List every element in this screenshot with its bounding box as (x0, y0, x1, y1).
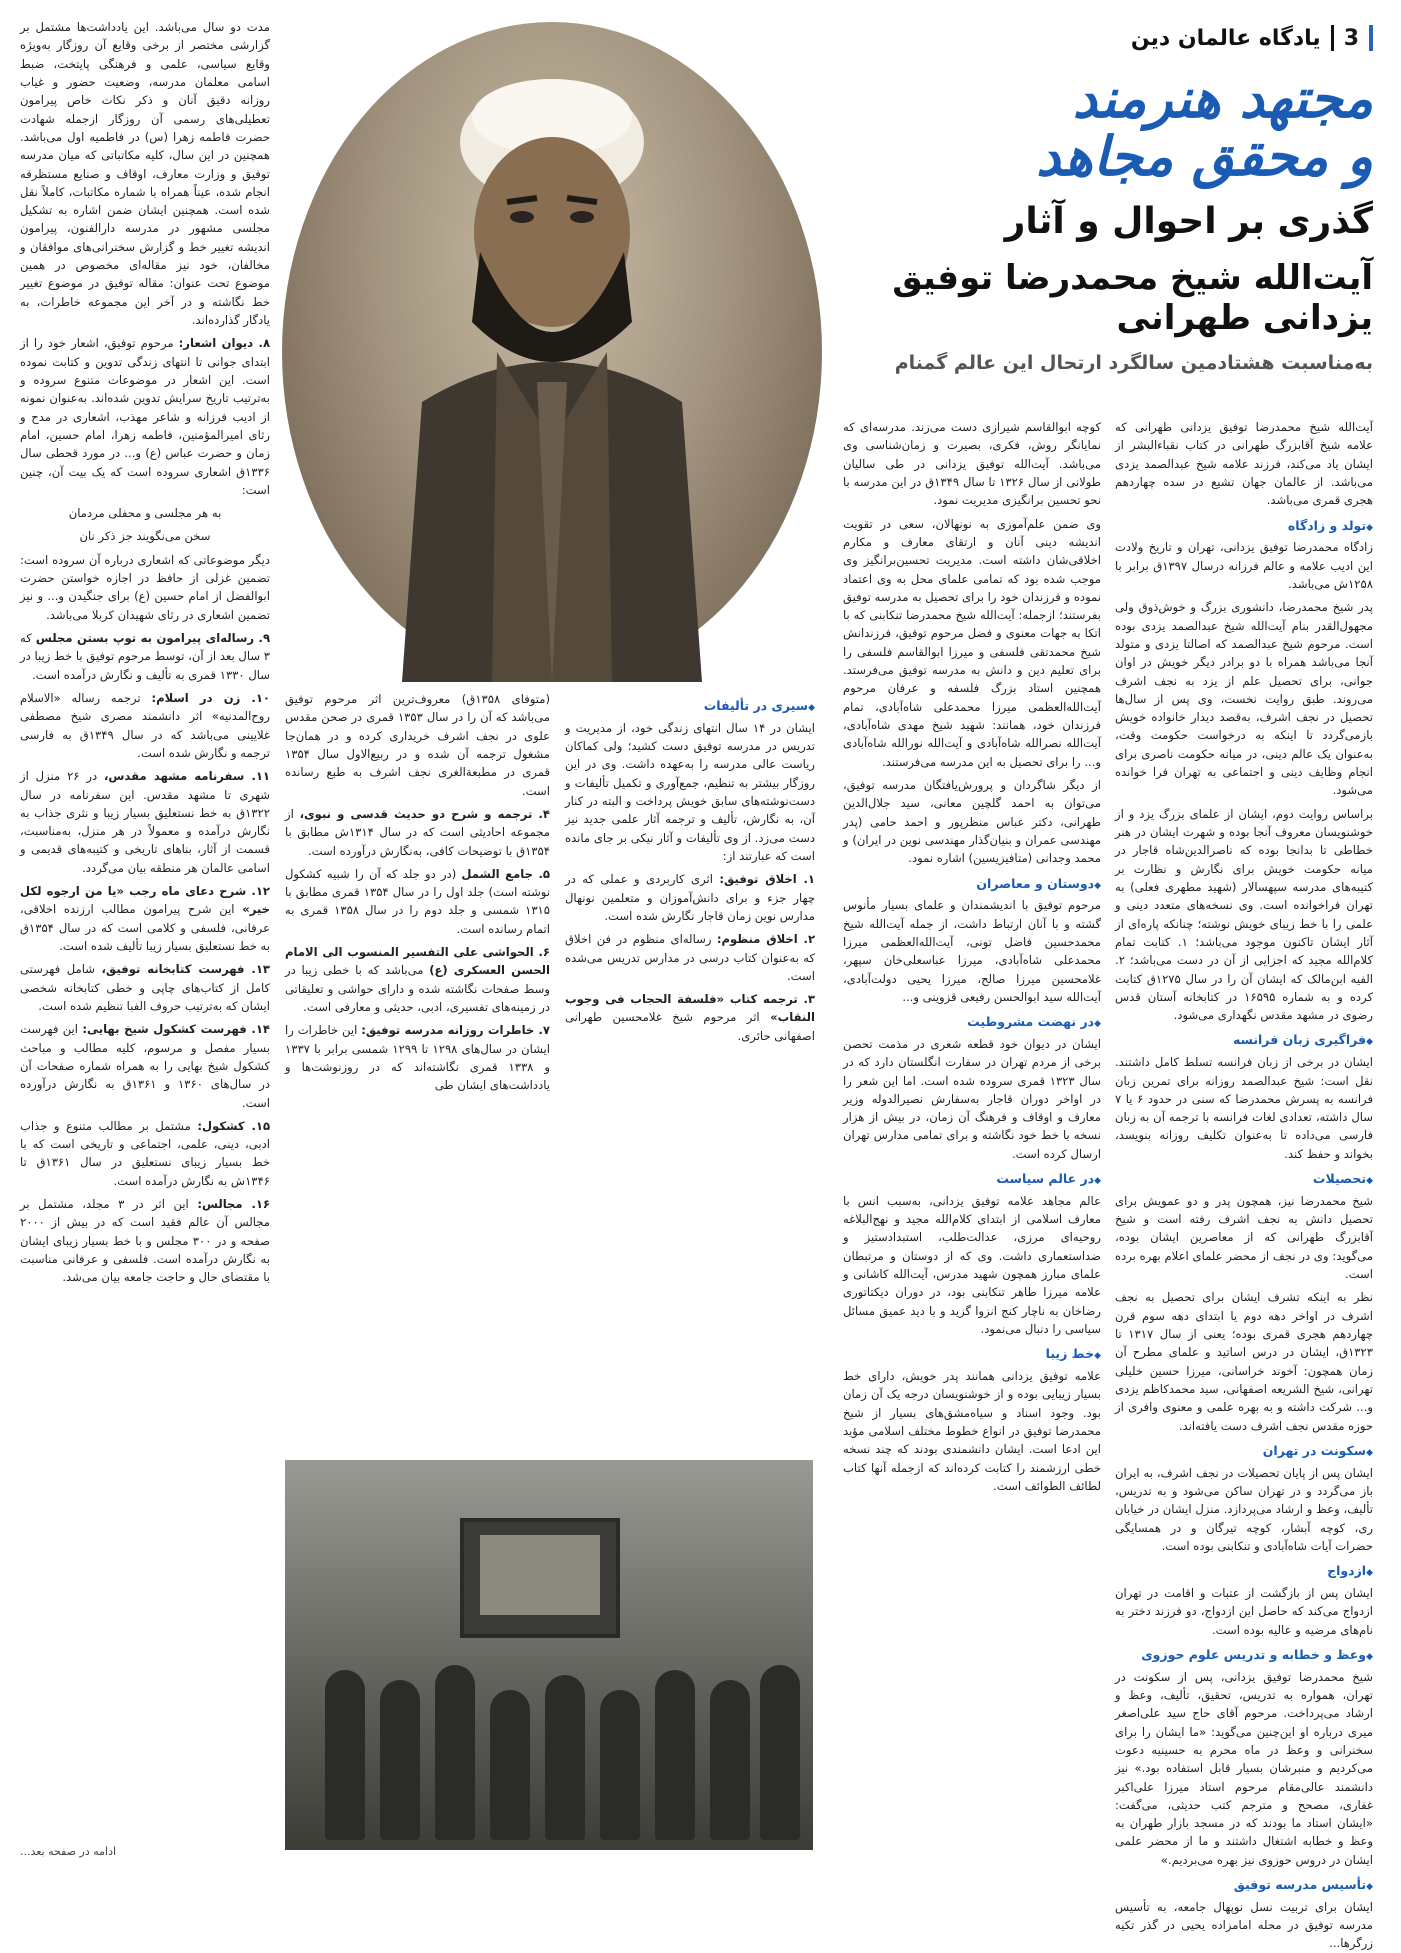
work-5-text: (در دو جلد که آن را شبیه کشکول نوشته است) جلد اول را در سال ۱۳۵۴ قمری مطابق با ۱۳۱۵ شمسی و جلد دوم را در سال ۱۳۵۸ قمری به اتمام رسانده است. (285, 866, 551, 936)
photo-school-plaque (480, 1535, 600, 1615)
work-16-text: این اثر در ۳ مجلد، مشتمل بر مجالس آن عالم فقید است که در بیش از ۲۰۰۰ صفحه و در ۳۰۰ مجلس و با خط بسیار زیبای ایشان به نگارش درآمده است. فلسفی و عرفانی مناسبت با مقتضای حال و حاجت جامعه بیان می‌شد. (20, 1197, 271, 1285)
work-8-text: مرحوم توفیق، اشعار خود را از ابتدای جوانی تا انتهای زندگی تدوین و کتابت نموده است. این اشعار در موضوعات متنوع سروده و به‌ترتیب تاریخ سرایش تدوین شده‌اند. به‌عنوان نمونه از ادیب فرزانه و شاعر مهذب، اشعاری در مدح و رثای امیرالمؤمنین، فاطمه زهرا، امام حسین، امام زمان و حضرت عباس (ع) و... در مورد قحطی سال ۱۳۳۶ق اشعاری سروده است که یک بیت آن، چنین است: (20, 336, 270, 497)
article-column-2 (843, 418, 1101, 1848)
paragraph-works-intro: ایشان در ۱۴ سال انتهای زندگی خود، از مدیریت و تدریس در مدرسه توفیق دست کشید؛ ولی کماکان ریاست عالی مدرسه را به‌عهده داشت. وی در این روزگار بیشتر به تنظیم، جمع‌آوری و تکمیل تألیفات و دست‌نوشته‌های سابق خویش پرداخت و البته در کنار آن، به نگارش، تألیف و ترجمه آثار علمی جدید نیز دست می‌زد. از وی تألیفات و آثار نیکی بر جای مانده است که عبارتند از: (565, 720, 815, 863)
work-item-6 (285, 943, 550, 1016)
subheading-friends: ◆ دوستان و معاصران (843, 874, 1101, 894)
subheading-french: ◆ فراگیری زبان فرانسه (1115, 1030, 1373, 1050)
work-item-15 (20, 1117, 270, 1190)
header-separator (1331, 25, 1334, 51)
work-6-text: می‌باشد که با خطی زیبا در وسط صفحات نگاشته شده و دارای حواشی و تعلیقاتی در زمینه‌های تفسیری، ادبی، حدیثی و معارفی است. (285, 963, 550, 1014)
headline-line-1: مجتهد هنرمند (1072, 67, 1373, 130)
paragraph-school-students: وی ضمن علم‌آموزی به نونهالان، سعی در تقویت اندیشه دینی آنان و ارتقای معارف و مکارم اخلاقی‌شان داشته است. مدیریت تحسین‌برانگیز وی موجب شده بود که تمامی علمای محل به وی اعتماد نموده و فرزندان خود را برای تحصیل به مدرسه توفیق بفرستند؛ ازجمله: آیت‌الله شیخ محمدرضا تنکابنی که با اتکا به جهات معنوی و فضل مرحوم توفیق، فرزندانش شیخ محمدتقی فلسفی و میرزا ابوالقاسم فلسفی را برای تعلیم دین و دانش به مدرسه توفیق می‌فرستد. همچنین استاد بزرگ فلسفه و عرفان مرحوم آیت‌الله‌العظمی میرزا محمدعلی شاه‌آبادی، تمام فرزندان خود، همانند: شهید شیخ مهدی شاه‌آبادی، آیت‌الله نصرالله شاه‌آبادی و آیت‌الله نورالله شاه‌آبادی و... را برای تحصیل به این مدرسه می‌فرستند. (843, 516, 1101, 769)
work-10-title: ۱۰. زن در اسلام: (151, 690, 270, 705)
subheading-teaching: ◆ وعظ و خطابه و تدریس علوم حوزوی (1115, 1645, 1373, 1665)
work-3-title: ۳. ترجمه کتاب «فلسفة الحجاب فی وجوب النقاب» (565, 992, 815, 1025)
photo-person (710, 1680, 750, 1840)
paragraph-father-2: براساس روایت دوم، ایشان از علمای بزرگ یزد و از خوشنویسان معروف آنجا بوده و شهرت ایشان در هنر خطاطی تا بدانجا بوده که ناصرالدین‌شاه قاجار در میانه حکومت خویش برای نگارش و نظارت بر کتیبه‌های مدرسه سپهسالار (شهید مطهری فعلی) به تهران فراخوانده است. وی نسخه‌های متعدد دینی و علمی را با خط زیبای خویش نوشته؛ چنانکه پاره‌ای از آثار ایشان تاکنون موجود می‌باشد؛ ۱. کتابت تمام کلام‌الله مجید که اجزایی از آن در دست می‌باشد؛ ۲. الفیه ابن‌مالک که ایشان آن را در سال ۱۲۷۵ق کتابت کرده و به شماره ۱۶۵۹۵ در کتابخانه آستان قدس رضوی در مشهد مقدس نگهداری می‌شود. (1115, 806, 1374, 1023)
subheading-education: ◆ تحصیلات (1115, 1169, 1373, 1189)
subheading-calligraphy: ◆ خط زیبا (843, 1344, 1101, 1364)
work-item-8 (20, 334, 270, 499)
photo-person (600, 1690, 640, 1840)
paragraph-poems: دیگر موضوعاتی که اشعاری درباره آن سروده است: تضمین غزلی از حافظ در اجازه خواستن حضرت ابوالفضل از امام حسین (ع) برای جنگیدن و... و نیز تضمین اشعاری در رثای شهیدان کربلا می‌باشد. (20, 552, 270, 622)
work-item-14 (20, 1020, 270, 1112)
paragraph-education-2: نظر به اینکه تشرف ایشان برای تحصیل به نجف اشرف در اواخر دهه دوم یا ابتدای دهه سوم قرن چهاردهم هجری قمری بوده؛ یعنی از سال ۱۳۱۷ تا ۱۳۲۳ق، ایشان در درس اساتید و علمای مطرح آن زمان همچون: آخوند خراسانی، میرزا حسین خلیلی تهرانی، شیخ الشریعه اصفهانی، سید محمدکاظم یزدی و... شرکت داشته و به بهره علمی و معنوی وافری از حوزه مقدس نجف اشرف دست یافته‌اند. (1115, 1290, 1373, 1433)
paragraph-education: شیخ محمدرضا نیز، همچون پدر و دو عمویش برای تحصیل دانش به نجف اشرف رفته است و شیخ آقابزرگ طهرانی که از معاصرین ایشان بوده، می‌گوید: وی در نجف از محضر علمای اعلام بهره برده است. (1115, 1193, 1373, 1282)
subheading-residence: ◆ سکونت در تهران (1115, 1441, 1373, 1461)
subheading-politics: ◆ در عالم سیاست (843, 1169, 1101, 1189)
paragraph-school-cont: کوچه ابوالقاسم شیرازی دست می‌زند. مدرسه‌ای که نمایانگر روش، فکری، بصیرت و زمان‌شناسی وی می‌باشد. آیت‌الله توفیق یزدانی در طی سالیان طولانی از سال ۱۳۲۶ تا سال ۱۳۴۹ق در این مدرسه با نحو تحسین برانگیزی مدیریت نمود. (843, 420, 1101, 508)
work-4-text: از مجموعه احادیثی است که در سال ۱۳۱۴ش مطابق با ۱۳۵۴ق با توضیحات کافی، به‌نگارش درآورده است. (285, 806, 551, 858)
scholar-portrait (282, 22, 822, 682)
portrait-figure (282, 22, 822, 682)
work-item-4 (285, 805, 550, 860)
photo-person (325, 1670, 365, 1840)
work-6-title: ۶. الحواشی علی التفسیر المنسوب الی الامام الحسن العسکری (ع) (285, 945, 550, 978)
scholar-name: آیت‌الله شیخ محمدرضا توفیق یزدانی طهرانی (892, 257, 1373, 338)
work-8-title: ۸. دیوان اشعار: (178, 336, 271, 351)
work-3-text: اثر مرحوم شیخ غلامحسین طهرانی اصفهانی حائری. (565, 1010, 815, 1043)
work-11-text: در ۲۶ منزل از شهری تا مشهد مقدس. این سفرنامه در سال ۱۳۲۲ق به خط نستعلیق بسیار زیبا و نثری جذاب به نگارش درآمده و معمولاً در هر منزل، به‌مناسبت، قسمت از آثار، بناهای تاریخی و کتیبه‌های قدیمی و اسامی عالمان هر منطقه بیان می‌گردد. (20, 769, 270, 875)
photo-person (760, 1665, 800, 1840)
work-2-text: رساله‌ای منظوم در فن اخلاق که به‌عنوان کتاب درسی در مدارس تدریس می‌شده است. (565, 932, 815, 983)
paragraph-calligraphy: علامه توفیق یزدانی همانند پدر خویش، دارای خط بسیار زیبایی بوده و از خوشنویسان درجه یک آن زمان بود. وجود اسناد و سیاه‌مشق‌های بسیار از شیخ محمدرضا توفیق در انواع خطوط مختلف اسلامی مؤید این ادعا است. ایشان دانشمندی بودند که چند نسخه خطی ارزشمند را کتابت کرده‌اند که ازجمله آنها کتاب لطائف الطوائف است. (843, 1369, 1101, 1493)
intro-paragraph: آیت‌الله شیخ محمدرضا توفیق یزدانی طهرانی که علامه شیخ آقابزرگ طهرانی در کتاب نقباءالبشر از ایشان یاد می‌کند، فرزند علامه شیخ عبدالصمد یزدی می‌باشد. از عالمان جهان تشیع در سده چهاردهم هجری قمری می‌باشد. (1115, 420, 1373, 508)
paragraph-constitution: ایشان در دیوان خود قطعه شعری در مذمت تحصن برخی از مردم تهران در سفارت انگلستان دارد که در سال ۱۳۲۳ قمری سروده شده است. اما این شعر را در اواخر دوران قاجار به‌سفارش نصیرالدوله وزیر معارف و اوقاف و فرهنگ آن زمان، در بیش از هزار نسخه با خط خود نگاشته و برای تمامی مدارس تهران ارسال کرده است. (843, 1036, 1101, 1161)
work-7-title: ۷. خاطرات روزانه مدرسه توفیق: (361, 1023, 550, 1038)
photo-person (545, 1675, 585, 1840)
work-2-title: ۲. اخلاق منظوم: (716, 932, 816, 947)
continued-note: ادامه در صفحه بعد... (20, 1845, 117, 1858)
subheading-marriage: ◆ ازدواج (1115, 1561, 1373, 1581)
work-9-title: ۹. رساله‌ای پیرامون به توپ بستن مجلس (35, 631, 271, 645)
work-7-text: این خاطرات را ایشان در سال‌های ۱۲۹۸ تا ۱۲۹۹ شمسی برابر با ۱۳۳۷ و ۱۳۳۸ قمری نگاشته‌اند که در روزنوشت‌ها و یادداشت‌های ایشان طی (285, 1023, 550, 1093)
historical-group-photo (285, 1460, 813, 1850)
work-14-text: این فهرست بسیار مفصل و مرسوم، کلیه مطالب و مباحث کشکول شیخ بهایی را به همراه شماره صفحات آن در سال‌های ۱۳۶۰ و ۱۳۶۱ق به نگارش درآورده است. (20, 1022, 270, 1110)
subheading-birth: ◆ تولد و زادگاه (1115, 516, 1373, 536)
work-12-title: ۱۲. شرح دعای ماه رجب «یا من ارجوه لکل خیر» (20, 884, 270, 917)
subheading-constitution: ◆ در نهضت مشروطیت (843, 1012, 1101, 1032)
work-item-9 (20, 629, 270, 684)
paragraph-school: ایشان برای تربیت نسل نوپهال جامعه، به تأسیس مدرسه توفیق در محله امامزاده یحیی در گذر تکیه زرگرها... (1115, 1899, 1373, 1951)
work-14-title: ۱۴. فهرست کشکول شیخ بهایی: (82, 1022, 270, 1037)
paragraph-marriage: ایشان پس از بازگشت از عتبات و اقامت در تهران ازدواج می‌کند که حاصل این ازدواج، دو فرزند دختر به نام‌های مرضیه و عالیه بوده است. (1115, 1585, 1373, 1637)
paragraph-father: پدر شیخ محمدرضا، دانشوری بزرگ و خوش‌ذوق ولی مجهول‌القدر بنام آیت‌الله شیخ عبدالصمد یزدی بوده است. مرحوم شیخ عبدالصمد که اصالتا یزدی و متولد آنجا می‌باشد همراه با دو برادر دیگر خویش در اوان جوانی، برای تحصیل علم از یزد به نجف اشرف می‌روند. طبق روایت نخست، وی پس از سال‌ها تحصیل در نجف اشرف، به‌قصد دیدار خانواده خویش بازمی‌گردد تا اینکه به درخواست حکومت وقت، به‌عنوان یک عالم دینی، در میانه حکومت ناصری برای انجام وظایف دینی و اجتماعی به تهران فرا خوانده می‌شود. (1115, 600, 1373, 798)
work-13-text: شامل فهرستی کامل از کتاب‌های چاپی و خطی کتابخانه شخصی ایشان که به‌ترتیب حروف الفبا تنظیم شده است. (20, 962, 270, 1013)
page-header (853, 18, 1373, 58)
subheading-school: ◆ تأسیس مدرسه توفیق (1115, 1875, 1373, 1895)
section-title: یادگاه عالمان دین (1130, 25, 1321, 51)
work-item-5 (285, 865, 550, 938)
paragraph-friends: مرحوم توفیق با اندیشمندان و علمای بسیار مأنوس گشته و با آنان ارتباط داشت، از جمله آیت‌الله شیخ محمدحسین فاضل تونی، آیت‌الله‌العظمی میرزا محمدعلی شاه‌آبادی، میرزا عباسعلی‌خان سپهر، غلامحسین میرزا صالح، میرزا یحیی دولت‌آبادی، آیت‌الله سید ابوالحسن رفیعی قزوینی و... (843, 898, 1101, 1004)
subheading-works: ◆ سیری در تألیفات (565, 696, 815, 716)
work-15-title: ۱۵. کشکول: (197, 1118, 271, 1133)
headline-block (813, 67, 1373, 374)
work-10-text: ترجمه رساله «الاسلام روح‌المدنیه» اثر دانشمند مصری شیخ مصطفی غلایینی می‌باشد که در سال ۱۳۴۹ق به فارسی ترجمه و نگارش شده است. (20, 690, 270, 760)
poem-verse-1: به هر مجلسی و محفلی مردمان (68, 506, 222, 521)
paragraph-diary: مدت دو سال می‌باشد. این یادداشت‌ها مشتمل بر گزارشی مختصر از برخی وقایع آن روزگار به‌ویژه وقایع سیاسی، علمی و فرهنگی پایتخت، ضبط اسامی معلمان مدرسه، وضعیت حضور و غیاب روزانه دقیق آنان و ذکر نکات خاص پیرامون تعطیلی‌های رسمی آن روزگار ازجمله شهادت حضرت فاطمه زهرا (س) در فاطمیه اول می‌باشد. همچنین در این سال، کلیه مکاتباتی که میان مدرسه توفیق و وزارت معارف، اوقاف و صنایع مستظرفه انجام شده، عیناً همراه با شماره مکاتبات، کاملاً نقل شده است. همچنین ایشان ضمن اشاره به تشکیل مجلسی مشهور در مدرسه دارالفنون، پیرامون اندیشه تغییر خط و گزارش سخنرانی‌های موافقان و مخالفان، خود نیز مقاله‌ای مخصوص در همین موضوع تحت عنوان: مقاله توفیق در موضوع تغییر خط نگاشته و در آخر این مجموعه خاطرات، به یادگار گذارده‌اند. (20, 20, 270, 327)
work-item-2 (565, 930, 815, 985)
paragraph-hijab-translation: (متوفای ۱۳۵۸ق) معروف‌ترین اثر مرحوم توفیق می‌باشد که آن را در سال ۱۳۵۳ قمری در صحن مقدس علوی در نجف اشرف خریداری کرده و در همان‌جا مشغول ترجمه آن شده و در ربیع‌الاول سال ۱۳۵۴ قمری در مطبعةالغری نجف اشرف به طبع رسانده است. (285, 692, 550, 798)
work-item-13 (20, 960, 270, 1015)
page-number: 3 (1343, 25, 1359, 51)
header-accent-bar (1369, 25, 1373, 51)
work-11-title: ۱۱. سفرنامه مشهد مقدس، (104, 769, 271, 784)
work-16-title: ۱۶. مجالس: (197, 1197, 271, 1212)
paragraph-french: ایشان در برخی از زبان فرانسه تسلط کامل داشتند. نقل است: شیخ عبدالصمد روزانه برای تمرین زبان فرانسه به پسرش محمدرضا که سنی در حدود ۶ یا ۷ سال داشته، تعدادی لغات فرانسه با ترجمه آن به زبان فارسی می‌داده تا به‌عنوان تکلیف روزانه بنویسد، بخواند و حفظ کند. (1115, 1055, 1373, 1161)
work-item-16 (20, 1195, 270, 1287)
paragraph-teaching: شیخ محمدرضا توفیق یزدانی، پس از سکونت در تهران، همواره به تدریس، تحقیق، تألیف، وعظ و ارشاد می‌پرداخت. مرحوم آقای حاج سید علی‌اصغر میری درباره او این‌چنین می‌گوید: «ما ایشان را برای سخنرانی و وعظ در ماه محرم به حسینیه دعوت می‌کردیم و منبرشان بسیار قابل استفاده بود.» نیز دانشمند عالی‌مقام مرحوم استاد میرزا علی‌اکبر غفاری، مصحح و مترجم کتب حدیثی، می‌گفت: «ایشان استاد ما بودند که در مسجد بازار طهران به وعظ و خطابه اشتغال داشتند و ما از محضر علمی ایشان در دروس حوزوی نیز بهره می‌بردیم.» (1115, 1669, 1373, 1867)
subheadline: گذری بر احوال و آثار (1004, 200, 1373, 242)
poem-verse-2: سخن می‌نگویند جز ذکر نان (79, 529, 211, 544)
work-item-1 (565, 870, 815, 925)
work-15-text: مشتمل بر مطالب متنوع و جذاب ادبی، دینی، علمی، اجتماعی و تاریخی است که با خط بسیار زیبای نستعلیق در سال ۱۳۶۱ق تا ۱۳۴۶ش به نگارش درآمده است. (20, 1118, 270, 1188)
photo-person (435, 1665, 475, 1840)
work-12-text: این شرح پیرامون مطالب ارزنده اخلاقی، عرفانی، فلسفی و کلامی است که در سال ۱۳۵۴ق به خط نستعلیق بسیار زیبا تألیف شده است. (20, 902, 270, 953)
work-13-title: ۱۳. فهرست کتابخانه توفیق، (101, 962, 270, 977)
work-1-text: اثری کاربردی و عملی که در چهار جزء و برای دانش‌آموزان و متعلمین نونهال مدارس نوین زمان قاجار نگارش شده است. (565, 872, 815, 923)
paragraph-birth: زادگاه محمدرضا توفیق یزدانی، تهران و تاریخ ولادت این ادیب علامه و عالم فرزانه درسال ۱۳۹۷ق برابر با ۱۲۵۸ش می‌باشد. (1115, 540, 1373, 591)
work-item-11 (20, 767, 270, 877)
photo-person (380, 1680, 420, 1840)
photo-person (655, 1670, 695, 1840)
article-column-works (565, 690, 815, 1250)
work-item-10 (20, 689, 270, 762)
work-9-text: که ۳ سال بعد از آن، توسط مرحوم توفیق با خط زیبا در سال ۱۳۳۰ قمری به تألیف و نگارش درآمده است. (20, 631, 270, 682)
article-column-left (20, 18, 270, 1858)
work-5-title: ۵. جامع الشمل (461, 866, 550, 881)
work-item-12 (20, 882, 270, 955)
headline-line-2: و محقق مجاهد (1036, 125, 1373, 189)
occasion-line: به‌مناسبت هشتادمین سالگرد ارتحال این عالم گمنام (894, 351, 1373, 374)
work-item-7 (285, 1021, 550, 1094)
work-1-title: ۱. اخلاق توفیق: (719, 872, 815, 887)
work-4-title: ۴. ترجمه و شرح دو حدیث قدسی و نبوی، (299, 806, 550, 821)
article-column-works-2 (285, 690, 550, 1250)
paragraph-residence: ایشان پس از پایان تحصیلات در نجف اشرف، به ایران باز می‌گردد و در تهران ساکن می‌شود و به تدریس، تألیف، وعظ و ارشاد می‌پردازد. منزل ایشان در خیابان ری، کوچه آبشار، کوچه تیرگان و در همسایگی حضرات آیات شاه‌آبادی و تنکابنی بوده است. (1115, 1465, 1373, 1553)
article-column-1 (1115, 418, 1374, 1951)
work-item-3 (565, 990, 815, 1045)
paragraph-politics: عالم مجاهد علامه توفیق یزدانی، به‌سبب انس با معارف اسلامی از ابتدای کلام‌الله مجید و نهج‌البلاغه روحیه‌ای مرزی، عدالت‌طلب، استبدادستیز و ضداستعماری داشت. وی که از دوستان و مرتبطان علمای مبارز همچون شهید مدرس، آیت‌الله کاشانی و علامه میرزا طاهر تنکابنی بود، در دوران دیکتاتوری رضاخان به ناچار کنج انزوا گزید و با دید عمیق مسائل سیاسی را دنبال می‌نمود. (843, 1193, 1101, 1336)
photo-person (490, 1690, 530, 1840)
paragraph-alumni: از دیگر شاگردان و پرورش‌یافتگان مدرسه توفیق، می‌توان به احمد گلچین معانی، سید جلال‌الدین طهرانی، دکتر عباس منظرپور و احمد حامی (پدر مهندسی عمران و بنیان‌گذار مهندسی نوین در ایران) و محمد وجدانی (متافیزیسین) اشاره نمود. (843, 777, 1101, 866)
